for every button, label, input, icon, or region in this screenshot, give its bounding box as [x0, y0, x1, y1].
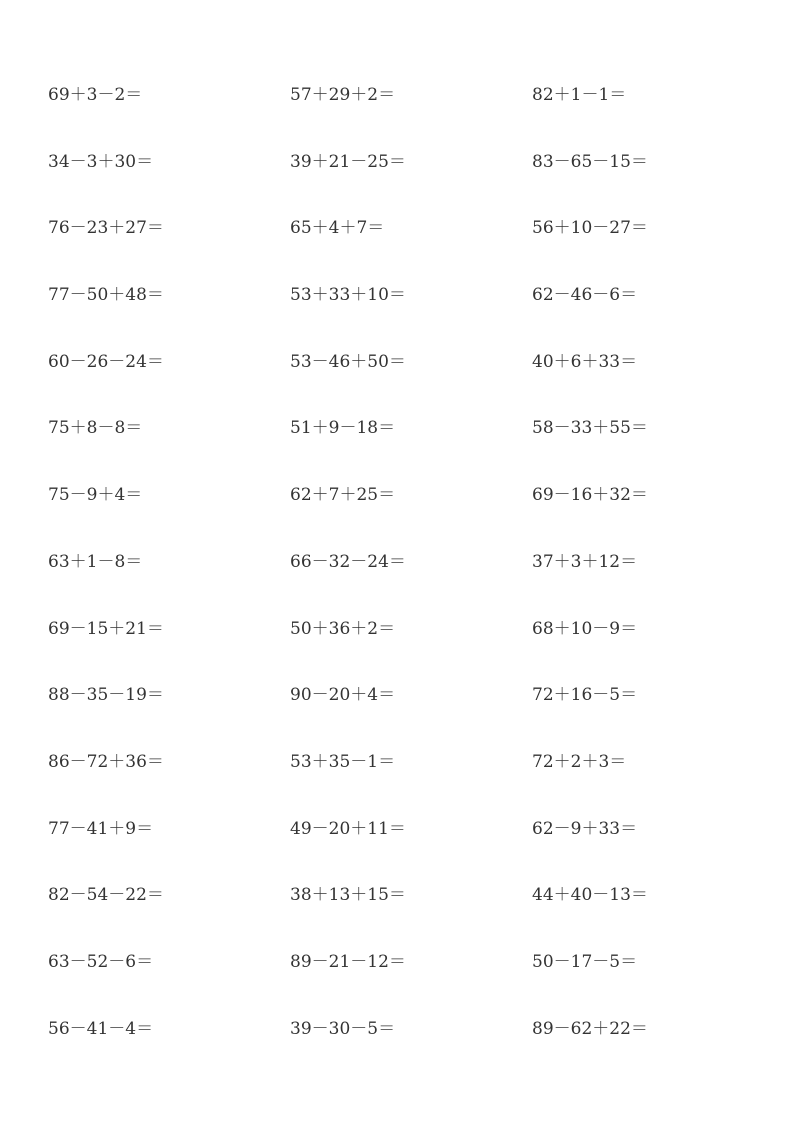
arithmetic-problem: 49－20＋11＝: [290, 818, 406, 839]
arithmetic-problem: 82＋1－1＝: [532, 85, 627, 105]
arithmetic-problem: 57＋29＋2＝: [290, 85, 396, 105]
arithmetic-problem: 90－20＋4＝: [290, 685, 396, 706]
arithmetic-problem: 50＋36＋2＝: [290, 618, 396, 639]
arithmetic-problem: 66－32－24＝: [290, 551, 406, 572]
arithmetic-problem: 63－52－6＝: [48, 951, 154, 972]
arithmetic-problem: 56＋10－27＝: [532, 218, 648, 239]
arithmetic-problem: 44＋40－13＝: [532, 885, 648, 906]
arithmetic-problem: 89－21－12＝: [290, 951, 406, 972]
arithmetic-problem: 39－30－5＝: [290, 1018, 396, 1039]
arithmetic-problem: 38＋13＋15＝: [290, 885, 406, 906]
arithmetic-problem: 83－65－15＝: [532, 151, 648, 172]
arithmetic-problem: 62＋7＋25＝: [290, 485, 396, 506]
arithmetic-problem: 82－54－22＝: [48, 885, 164, 906]
arithmetic-problem: 34－3＋30＝: [48, 151, 154, 172]
arithmetic-problem: 63＋1－8＝: [48, 551, 143, 572]
arithmetic-problem: 88－35－19＝: [48, 685, 164, 706]
arithmetic-problem: 50－17－5＝: [532, 951, 638, 972]
arithmetic-problem: 89－62＋22＝: [532, 1018, 648, 1039]
arithmetic-problem: 69－15＋21＝: [48, 618, 164, 639]
arithmetic-problem: 72＋2＋3＝: [532, 751, 627, 772]
arithmetic-problem: 37＋3＋12＝: [532, 551, 638, 572]
arithmetic-problem: 53＋35－1＝: [290, 751, 396, 772]
arithmetic-problem: 77－50＋48＝: [48, 285, 164, 306]
arithmetic-problem: 68＋10－9＝: [532, 618, 638, 639]
problem-grid: [48, 82, 768, 1082]
arithmetic-problem: 53－46＋50＝: [290, 351, 406, 372]
arithmetic-problem: 69－16＋32＝: [532, 485, 648, 506]
arithmetic-problem: 76－23＋27＝: [48, 218, 164, 239]
arithmetic-problem: 77－41＋9＝: [48, 818, 154, 839]
arithmetic-problem: 56－41－4＝: [48, 1018, 154, 1039]
arithmetic-problem: 53＋33＋10＝: [290, 285, 406, 306]
arithmetic-problem: 86－72＋36＝: [48, 751, 164, 772]
arithmetic-problem: 60－26－24＝: [48, 351, 164, 372]
arithmetic-problem: 51＋9－18＝: [290, 418, 396, 439]
arithmetic-problem: 39＋21－25＝: [290, 151, 406, 172]
arithmetic-problem: 75＋8－8＝: [48, 418, 143, 439]
arithmetic-problem: 40＋6＋33＝: [532, 351, 638, 372]
arithmetic-problem: 65＋4＋7＝: [290, 218, 385, 239]
arithmetic-problem: 62－9＋33＝: [532, 818, 638, 839]
arithmetic-problem: 75－9＋4＝: [48, 485, 143, 506]
arithmetic-problem: 72＋16－5＝: [532, 685, 638, 706]
arithmetic-problem: 62－46－6＝: [532, 285, 638, 306]
arithmetic-problem: 58－33＋55＝: [532, 418, 648, 439]
arithmetic-problem: 69＋3－2＝: [48, 85, 143, 105]
